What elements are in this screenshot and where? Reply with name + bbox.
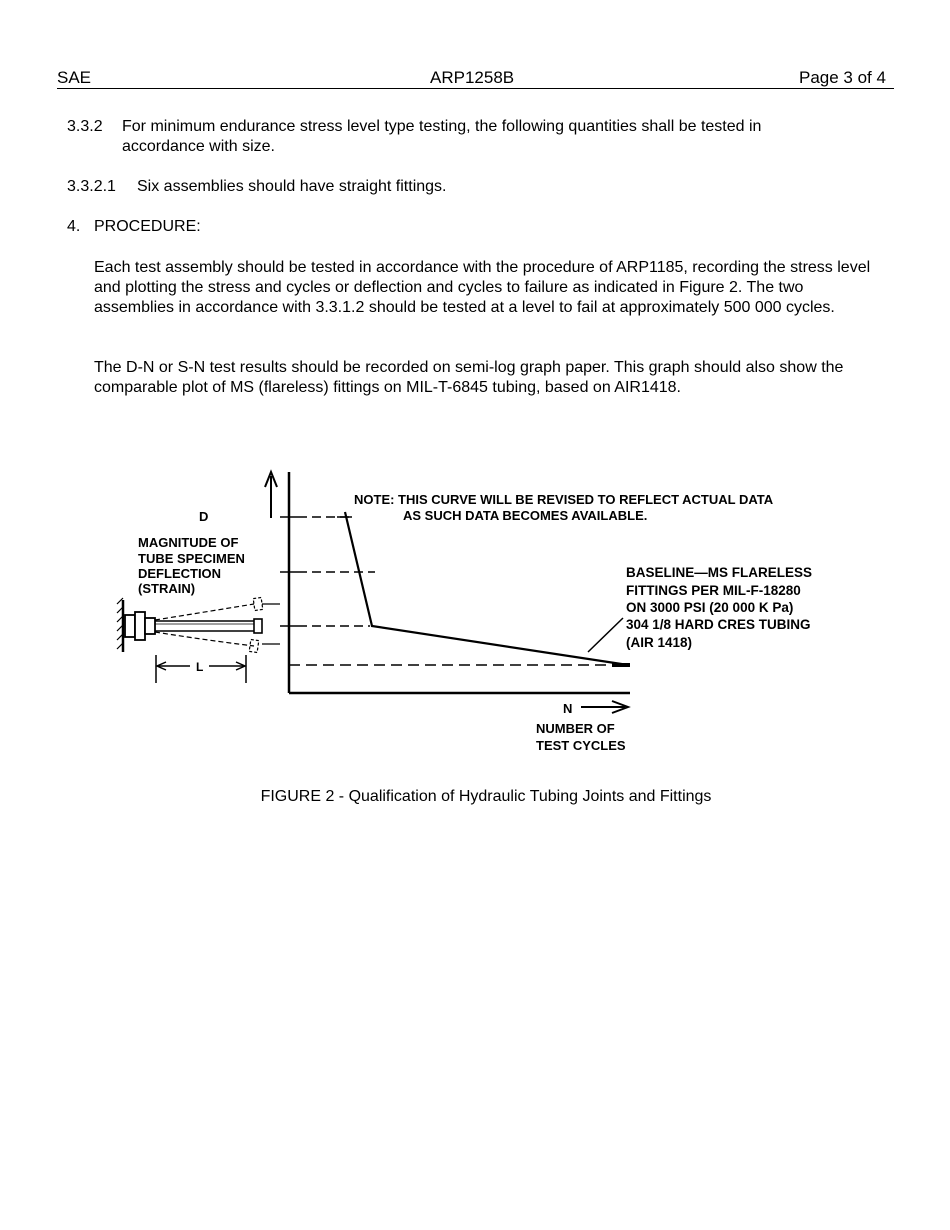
x-axis-letter-n: N <box>563 701 573 716</box>
procedure-paragraph-2: The D-N or S-N test results should be recorded on semi-log graph paper. This graph should also show the comparable plot of MS (flareless) fittings on MIL-T-6845 tubing, based on AIR1418. <box>94 359 844 396</box>
y-label-line3: DEFLECTION <box>138 566 222 581</box>
header-document-number: ARP1258B <box>430 68 515 87</box>
figure-note-line2: AS SUCH DATA BECOMES AVAILABLE. <box>403 508 648 523</box>
section-4-number: 4. <box>67 218 81 235</box>
section-3-3-2-line1: For minimum endurance stress level type testing, the following quantities shall be tested in <box>122 118 762 135</box>
header-page-number: Page 3 of 4 <box>799 68 886 87</box>
header-left: SAE <box>57 68 92 87</box>
section-3-3-2-number: 3.3.2 <box>67 118 103 135</box>
procedure-paragraph-1: Each test assembly should be tested in accordance with the procedure of ARP1185, recording the stress level and plotting the stress and cycles or deflection and cycles to failure as indicated in Figure 2. The two assemblies in accordance with 3.3.1.2 should be tested at a level to fail at approximately 500 000 cycles. <box>94 259 871 316</box>
section-3-3-2-1-text: Six assemblies should have straight fittings. <box>137 178 447 195</box>
x-label-line2: TEST CYCLES <box>536 738 626 753</box>
baseline-label-line5: (AIR 1418) <box>626 635 693 650</box>
y-label-line2: TUBE SPECIMEN <box>138 551 245 566</box>
length-label-l: L <box>196 660 204 674</box>
section-3-3-2-line2: accordance with size. <box>122 138 275 155</box>
baseline-label-line3: ON 3000 PSI (20 000 K Pa) <box>626 600 794 615</box>
baseline-label-line1: BASELINE—MS FLARELESS <box>626 565 813 580</box>
y-label-line4: (STRAIN) <box>138 581 196 596</box>
x-label-line1: NUMBER OF <box>536 721 615 736</box>
baseline-label-line2: FITTINGS PER MIL-F-18280 <box>626 583 801 598</box>
y-axis-letter-d: D <box>199 509 209 524</box>
section-4-title: PROCEDURE: <box>94 218 201 235</box>
figure-note-line1: NOTE: THIS CURVE WILL BE REVISED TO REFLECT ACTUAL DATA <box>354 492 774 507</box>
baseline-label-line4: 304 1/8 HARD CRES TUBING <box>626 617 811 632</box>
section-3-3-2-1-number: 3.3.2.1 <box>67 178 116 195</box>
fatigue-curve <box>345 512 628 665</box>
figure-2-caption: FIGURE 2 - Qualification of Hydraulic Tubing Joints and Fittings <box>260 788 712 805</box>
baseline-leader-line <box>588 618 623 652</box>
y-label-line1: MAGNITUDE OF <box>138 535 239 550</box>
